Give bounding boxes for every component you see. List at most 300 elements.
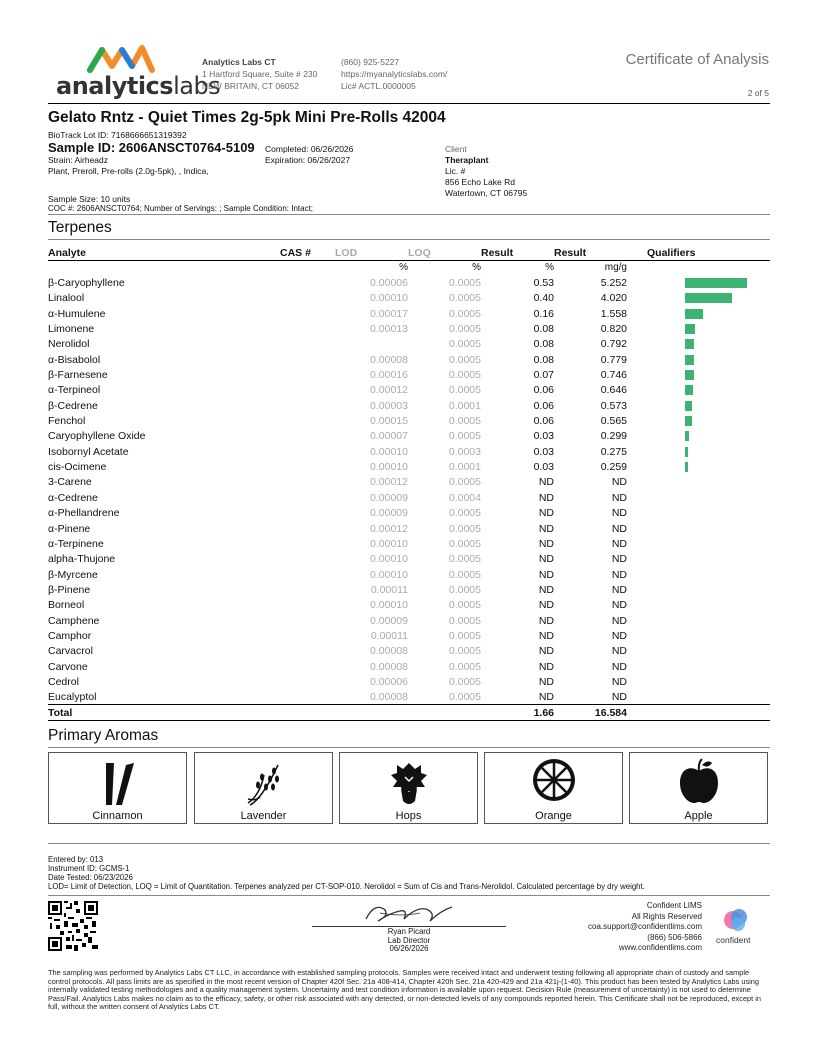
instrument-id: Instrument ID: GCMS-1 bbox=[48, 864, 130, 873]
notes-divider bbox=[48, 895, 770, 896]
logo-text-bold: analytics bbox=[56, 72, 174, 100]
qualifier-cell bbox=[627, 337, 770, 352]
loq-value: 0.0005 bbox=[448, 323, 481, 336]
qualifier-cell bbox=[627, 367, 770, 382]
signatory-title: Lab Director bbox=[387, 935, 431, 945]
cas-number bbox=[280, 644, 335, 659]
lod-value: 0.00010 bbox=[370, 599, 408, 612]
lod-value: 0.00007 bbox=[370, 430, 408, 443]
lod-value: 0.00013 bbox=[370, 323, 408, 336]
lod-value: 0.00016 bbox=[370, 369, 408, 382]
loq-value: 0.0001 bbox=[448, 399, 481, 412]
loq-value: 0.0005 bbox=[448, 568, 481, 581]
table-row bbox=[48, 398, 770, 413]
aroma-card-orange bbox=[484, 752, 623, 824]
analyte-name: α-Humulene bbox=[48, 307, 106, 320]
lod-value: 0.00012 bbox=[370, 522, 408, 535]
table-row bbox=[48, 444, 770, 459]
aroma-card-hops bbox=[339, 752, 478, 824]
result-mg: 0.275 bbox=[600, 445, 627, 458]
analyte-name: alpha-Thujone bbox=[48, 553, 116, 566]
qualifier-cell bbox=[627, 490, 770, 505]
cas-number bbox=[280, 367, 335, 382]
lod-value: 0.00009 bbox=[370, 507, 408, 520]
loq-value: 0.0005 bbox=[448, 537, 481, 550]
result-mg: ND bbox=[611, 507, 627, 520]
loq-value: 0.0005 bbox=[448, 369, 481, 382]
analyte-name: Caryophyllene Oxide bbox=[48, 430, 146, 443]
entered-by: Entered by: 013 bbox=[48, 855, 104, 864]
analyte-name: β-Myrcene bbox=[48, 568, 98, 581]
loq-value: 0.0005 bbox=[448, 660, 481, 673]
table-row bbox=[48, 306, 770, 321]
unit-mg: mg/g bbox=[604, 262, 627, 274]
cas-number bbox=[280, 352, 335, 367]
total-label: Total bbox=[48, 705, 280, 720]
biotrack-lot-id: BioTrack Lot ID: 7168666651319392 bbox=[48, 130, 187, 140]
result-pct: ND bbox=[538, 491, 554, 504]
lod-value: 0.00011 bbox=[370, 583, 408, 596]
loq-value: 0.0003 bbox=[448, 445, 481, 458]
client-license: Lic. # bbox=[445, 166, 466, 176]
qualifier-cell bbox=[627, 613, 770, 628]
loq-value: 0.0005 bbox=[448, 292, 481, 305]
analyte-name: cis-Ocimene bbox=[48, 461, 107, 474]
confident-line2: All Rights Reserved bbox=[631, 911, 702, 921]
client-name: Theraplant bbox=[445, 155, 489, 165]
cinnamon-icon bbox=[98, 759, 138, 809]
cas-number bbox=[280, 628, 335, 643]
result-pct: 0.40 bbox=[533, 292, 554, 305]
page-number: 2 of 5 bbox=[747, 88, 769, 98]
loq-value: 0.0005 bbox=[448, 415, 481, 428]
result-mg: ND bbox=[611, 629, 627, 642]
aroma-card-cinnamon bbox=[48, 752, 187, 824]
result-pct: 0.03 bbox=[533, 445, 554, 458]
result-mg: 5.252 bbox=[600, 277, 627, 290]
expiration-date: Expiration: 06/26/2027 bbox=[265, 155, 351, 165]
terpenes-total-row bbox=[48, 705, 770, 720]
result-mg: ND bbox=[611, 476, 627, 489]
qualifier-cell bbox=[627, 275, 770, 290]
loq-value: 0.0005 bbox=[448, 675, 481, 688]
concentration-bar bbox=[685, 385, 693, 395]
qualifier-cell bbox=[627, 475, 770, 490]
signature-date: 06/26/2026 bbox=[389, 944, 429, 953]
cas-number bbox=[280, 291, 335, 306]
terpenes-section-title: Terpenes bbox=[48, 219, 112, 236]
aroma-label-orange: Orange bbox=[535, 810, 572, 822]
result-mg: 0.299 bbox=[600, 430, 627, 443]
result-mg: 0.573 bbox=[600, 399, 627, 412]
cas-number bbox=[280, 306, 335, 321]
lab-address-line1: 1 Hartford Square, Suite # 230 bbox=[202, 69, 318, 79]
aroma-label-hops: Hops bbox=[395, 810, 422, 822]
result-pct: ND bbox=[538, 522, 554, 535]
sample-size: Sample Size: 10 units bbox=[48, 194, 131, 204]
result-mg: ND bbox=[611, 675, 627, 688]
client-address-line1: 856 Echo Lake Rd bbox=[445, 177, 515, 187]
lab-name: Analytics Labs CT bbox=[202, 57, 276, 67]
product-title: Gelato Rntz - Quiet Times 2g-5pk Mini Pre-Rolls 42004 bbox=[48, 109, 446, 126]
result-pct: 0.03 bbox=[533, 461, 554, 474]
confident-website[interactable]: www.confidentlims.com bbox=[618, 943, 702, 952]
result-pct: ND bbox=[538, 553, 554, 566]
confident-logo-icon bbox=[722, 908, 752, 934]
cas-number bbox=[280, 490, 335, 505]
table-row bbox=[48, 321, 770, 336]
cas-number bbox=[280, 383, 335, 398]
cas-number bbox=[280, 659, 335, 674]
lod-value: 0.00010 bbox=[370, 445, 408, 458]
concentration-bar bbox=[685, 355, 694, 365]
concentration-bar bbox=[685, 431, 689, 441]
lod-value: 0.00012 bbox=[370, 476, 408, 489]
loq-value: 0.0005 bbox=[448, 430, 481, 443]
cas-number bbox=[280, 674, 335, 689]
result-mg: ND bbox=[611, 691, 627, 704]
cas-number bbox=[280, 536, 335, 551]
concentration-bar bbox=[685, 293, 732, 303]
loq-value: 0.0005 bbox=[448, 384, 481, 397]
loq-value: 0.0005 bbox=[448, 338, 481, 351]
col-lod: LOD bbox=[335, 246, 408, 260]
table-row bbox=[48, 367, 770, 382]
result-pct: ND bbox=[538, 629, 554, 642]
table-row bbox=[48, 413, 770, 428]
col-qualifiers: Qualifiers bbox=[627, 246, 770, 260]
lod-value: 0.00017 bbox=[370, 307, 408, 320]
qualifier-cell bbox=[627, 413, 770, 428]
lod-value: 0.00010 bbox=[370, 568, 408, 581]
concentration-bar bbox=[685, 309, 703, 319]
result-mg: 0.259 bbox=[600, 461, 627, 474]
table-row bbox=[48, 613, 770, 628]
lab-website[interactable]: https://myanalyticslabs.com/ bbox=[341, 69, 448, 79]
aroma-card-lavender bbox=[194, 752, 333, 824]
lod-value: 0.00009 bbox=[370, 491, 408, 504]
lod-value: 0.00010 bbox=[370, 461, 408, 474]
analyte-name: α-Bisabolol bbox=[48, 353, 101, 366]
analyte-name: β-Caryophyllene bbox=[48, 277, 125, 290]
orange-icon bbox=[532, 757, 576, 803]
lod-value: 0.00008 bbox=[370, 660, 408, 673]
table-row bbox=[48, 459, 770, 474]
lod-value: 0.00006 bbox=[370, 277, 408, 290]
cas-number bbox=[280, 690, 335, 705]
result-mg: 1.558 bbox=[600, 307, 627, 320]
aromas-title-divider bbox=[48, 747, 770, 748]
sample-type: Plant, Preroll, Pre-rolls (2.0g-5pk), , Indica, bbox=[48, 166, 209, 176]
result-mg: ND bbox=[611, 614, 627, 627]
signature-image bbox=[360, 899, 460, 927]
analyte-name: Carvacrol bbox=[48, 645, 93, 658]
aroma-card-apple bbox=[629, 752, 768, 824]
loq-value: 0.0005 bbox=[448, 599, 481, 612]
table-row bbox=[48, 383, 770, 398]
loq-value: 0.0005 bbox=[448, 691, 481, 704]
loq-value: 0.0005 bbox=[448, 353, 481, 366]
aroma-label-cinnamon: Cinnamon bbox=[92, 810, 143, 822]
terpenes-table bbox=[48, 246, 770, 721]
signatory bbox=[312, 928, 506, 954]
client-block bbox=[445, 144, 527, 199]
cas-number bbox=[280, 613, 335, 628]
concentration-bar bbox=[685, 401, 692, 411]
cas-number bbox=[280, 429, 335, 444]
qualifier-cell bbox=[627, 429, 770, 444]
table-row bbox=[48, 291, 770, 306]
logo-mark-icon bbox=[86, 44, 196, 74]
terpenes-title-divider bbox=[48, 239, 770, 240]
cas-number bbox=[280, 413, 335, 428]
result-mg: 0.792 bbox=[600, 338, 627, 351]
result-pct: ND bbox=[538, 645, 554, 658]
confident-email[interactable]: coa.support@confidentlims.com bbox=[588, 922, 702, 931]
qualifier-cell bbox=[627, 444, 770, 459]
cas-number bbox=[280, 444, 335, 459]
qualifier-cell bbox=[627, 536, 770, 551]
lod-value: 0.00010 bbox=[370, 553, 408, 566]
lod-value: 0.00012 bbox=[370, 384, 408, 397]
qualifier-cell bbox=[627, 552, 770, 567]
qualifier-cell bbox=[627, 291, 770, 306]
result-pct: 0.16 bbox=[533, 307, 554, 320]
confident-logo-text: confident bbox=[716, 935, 751, 945]
result-pct: ND bbox=[538, 691, 554, 704]
result-mg: 0.820 bbox=[600, 323, 627, 336]
analyte-name: β-Farnesene bbox=[48, 369, 108, 382]
unit-loq: % bbox=[472, 262, 481, 274]
cas-number bbox=[280, 275, 335, 290]
cas-number bbox=[280, 506, 335, 521]
doc-title: Certificate of Analysis bbox=[625, 51, 769, 68]
col-result-pct: Result bbox=[481, 246, 554, 260]
result-pct: ND bbox=[538, 675, 554, 688]
qualifier-cell bbox=[627, 459, 770, 474]
total-pct: 1.66 bbox=[481, 705, 554, 720]
analyte-name: Cedrol bbox=[48, 675, 79, 688]
lab-contact bbox=[341, 56, 447, 92]
col-cas: CAS # bbox=[280, 246, 335, 260]
analyte-name: Limonene bbox=[48, 323, 95, 336]
analyte-name: α-Terpinene bbox=[48, 537, 104, 550]
cas-number bbox=[280, 521, 335, 536]
lod-value: 0.00008 bbox=[370, 353, 408, 366]
loq-value: 0.0005 bbox=[448, 645, 481, 658]
table-row bbox=[48, 552, 770, 567]
qualifier-cell bbox=[627, 398, 770, 413]
qualifier-cell bbox=[627, 352, 770, 367]
confident-line1: Confident LIMS bbox=[646, 901, 702, 910]
analyte-name: β-Cedrene bbox=[48, 399, 98, 412]
result-pct: ND bbox=[538, 599, 554, 612]
coc-info: COC #: 2606ANSCT0764; Number of Servings: ; Sample Condition: Intact; bbox=[48, 204, 314, 213]
loq-value: 0.0005 bbox=[448, 476, 481, 489]
result-mg: ND bbox=[611, 537, 627, 550]
result-pct: 0.08 bbox=[533, 353, 554, 366]
cas-number bbox=[280, 475, 335, 490]
table-row bbox=[48, 275, 770, 290]
table-row bbox=[48, 429, 770, 444]
analyte-name: Nerolidol bbox=[48, 338, 90, 351]
signatory-name: Ryan Picard bbox=[387, 927, 431, 936]
result-pct: 0.06 bbox=[533, 384, 554, 397]
cas-number bbox=[280, 337, 335, 352]
result-pct: ND bbox=[538, 660, 554, 673]
analyte-name: β-Pinene bbox=[48, 583, 91, 596]
result-mg: ND bbox=[611, 568, 627, 581]
concentration-bar bbox=[685, 339, 694, 349]
table-row bbox=[48, 475, 770, 490]
cas-number bbox=[280, 582, 335, 597]
result-pct: 0.06 bbox=[533, 415, 554, 428]
qualifier-cell bbox=[627, 690, 770, 705]
completed-date: Completed: 06/26/2026 bbox=[265, 144, 354, 154]
col-result-mg: Result bbox=[554, 246, 627, 260]
loq-value: 0.0005 bbox=[448, 553, 481, 566]
lod-value: 0.00015 bbox=[370, 415, 408, 428]
analyte-name: Camphor bbox=[48, 629, 92, 642]
result-pct: ND bbox=[538, 476, 554, 489]
unit-lod: % bbox=[399, 262, 408, 274]
table-row bbox=[48, 337, 770, 352]
lab-address bbox=[202, 56, 317, 92]
analyte-name: Carvone bbox=[48, 660, 88, 673]
date-tested: Date Tested: 06/23/2026 bbox=[48, 873, 133, 882]
col-analyte: Analyte bbox=[48, 246, 280, 260]
aromas-bottom-divider bbox=[48, 843, 770, 844]
lavender-icon bbox=[244, 759, 284, 809]
lod-note: LOD= Limit of Detection, LOQ = Limit of Quantitation. Terpenes analyzed per CT-SOP-010. Nerolidol = Sum of Cis and Trans-Nerolidol. Calculated percentage by dry weight. bbox=[48, 882, 645, 891]
table-row bbox=[48, 582, 770, 597]
cas-number bbox=[280, 321, 335, 336]
lab-license: Lic# ACTL.0000005 bbox=[341, 81, 416, 91]
qualifier-cell bbox=[627, 521, 770, 536]
cas-number bbox=[280, 459, 335, 474]
lod-value: 0.00011 bbox=[370, 629, 408, 642]
qualifier-cell bbox=[627, 628, 770, 643]
terpenes-header-row bbox=[48, 246, 770, 260]
analyte-name: 3-Carene bbox=[48, 476, 92, 489]
concentration-bar bbox=[685, 370, 694, 380]
result-pct: 0.08 bbox=[533, 323, 554, 336]
table-row bbox=[48, 506, 770, 521]
result-mg: 0.646 bbox=[600, 384, 627, 397]
result-mg: ND bbox=[611, 553, 627, 566]
cas-number bbox=[280, 398, 335, 413]
disclaimer: The sampling was performed by Analytics Labs CT LLC, in accordance with established sampling protocols. Samples were received intact and underwent testing following all appropriate chain of custody and sample control protocols. All pass limits are as specified in the most recent version of Chapter 420f Sec. 21a 408-414, Chapter 420h Sec. 21a 420-429 and 21a 421j-(1-40). This product has been tested by Analytics Labs using internally validated testing methodologies and a quality management system. Uncertainty and test condition information is available upon request. Decision Rule (measurement of uncertainty) is not used to determine Pass/Fail. Analytics Labs makes no claim as to the efficacy, safety, or other risk associated with any detected, or non-detected levels of any compounds reported herein. This Certificate shall not be reproduced, except in full, without the written consent of Analytics Labs CT. bbox=[48, 968, 762, 1012]
col-loq: LOQ bbox=[408, 246, 481, 260]
result-mg: ND bbox=[611, 660, 627, 673]
concentration-bar bbox=[685, 447, 688, 457]
aroma-label-apple: Apple bbox=[684, 810, 713, 822]
lab-phone: (860) 925-5227 bbox=[341, 57, 400, 67]
qualifier-cell bbox=[627, 321, 770, 336]
analyte-name: α-Cedrene bbox=[48, 491, 98, 504]
result-pct: ND bbox=[538, 583, 554, 596]
logo-text-light: labs bbox=[173, 72, 221, 100]
table-row bbox=[48, 690, 770, 705]
table-row bbox=[48, 567, 770, 582]
analyte-name: Fenchol bbox=[48, 415, 86, 428]
client-address-line2: Watertown, CT 06795 bbox=[445, 188, 528, 198]
qualifier-cell bbox=[627, 674, 770, 689]
result-mg: 0.565 bbox=[600, 415, 627, 428]
analyte-name: Isobornyl Acetate bbox=[48, 445, 129, 458]
loq-value: 0.0005 bbox=[448, 522, 481, 535]
qualifier-cell bbox=[627, 598, 770, 613]
lod-value: 0.00010 bbox=[370, 292, 408, 305]
cas-number bbox=[280, 552, 335, 567]
loq-value: 0.0005 bbox=[448, 507, 481, 520]
table-row bbox=[48, 644, 770, 659]
total-mg: 16.584 bbox=[554, 705, 627, 720]
concentration-bar bbox=[685, 278, 747, 288]
confident-phone: (866) 506-5866 bbox=[647, 932, 702, 942]
result-pct: ND bbox=[538, 537, 554, 550]
table-row bbox=[48, 674, 770, 689]
result-mg: ND bbox=[611, 599, 627, 612]
cas-number bbox=[280, 567, 335, 582]
qualifier-cell bbox=[627, 306, 770, 321]
lod-value: 0.00003 bbox=[370, 399, 408, 412]
qualifier-cell bbox=[627, 582, 770, 597]
analyte-name: Camphene bbox=[48, 614, 100, 627]
cas-number bbox=[280, 598, 335, 613]
sample-divider bbox=[48, 214, 770, 215]
result-pct: 0.08 bbox=[533, 338, 554, 351]
result-mg: ND bbox=[611, 491, 627, 504]
loq-value: 0.0005 bbox=[448, 307, 481, 320]
result-pct: 0.07 bbox=[533, 369, 554, 382]
qualifier-cell bbox=[627, 506, 770, 521]
result-pct: ND bbox=[538, 507, 554, 520]
lod-value: 0.00010 bbox=[370, 537, 408, 550]
apple-icon bbox=[678, 757, 720, 805]
analyte-name: Linalool bbox=[48, 292, 85, 305]
result-pct: 0.03 bbox=[533, 430, 554, 443]
lod-value: 0.00009 bbox=[370, 614, 408, 627]
qr-code-icon[interactable] bbox=[48, 901, 98, 951]
aromas-section-title: Primary Aromas bbox=[48, 727, 159, 744]
analyte-name: α-Terpineol bbox=[48, 384, 101, 397]
result-mg: 0.779 bbox=[600, 353, 627, 366]
qualifier-cell bbox=[627, 644, 770, 659]
qualifier-cell bbox=[627, 383, 770, 398]
table-row bbox=[48, 598, 770, 613]
table-row bbox=[48, 352, 770, 367]
concentration-bar bbox=[685, 416, 692, 426]
result-mg: ND bbox=[611, 583, 627, 596]
result-mg: 4.020 bbox=[600, 292, 627, 305]
terpenes-units-row bbox=[48, 260, 770, 275]
unit-pct: % bbox=[545, 262, 554, 274]
loq-value: 0.0005 bbox=[448, 614, 481, 627]
table-row bbox=[48, 536, 770, 551]
table-row bbox=[48, 659, 770, 674]
result-pct: ND bbox=[538, 614, 554, 627]
lod-value bbox=[335, 337, 408, 352]
result-mg: ND bbox=[611, 645, 627, 658]
result-pct: 0.06 bbox=[533, 399, 554, 412]
lab-address-line2: NEW BRITAIN, CT 06052 bbox=[202, 81, 299, 91]
analyte-name: α-Phellandrene bbox=[48, 507, 120, 520]
aroma-label-lavender: Lavender bbox=[240, 810, 287, 822]
table-row bbox=[48, 521, 770, 536]
result-pct: ND bbox=[538, 568, 554, 581]
lod-value: 0.00008 bbox=[370, 645, 408, 658]
